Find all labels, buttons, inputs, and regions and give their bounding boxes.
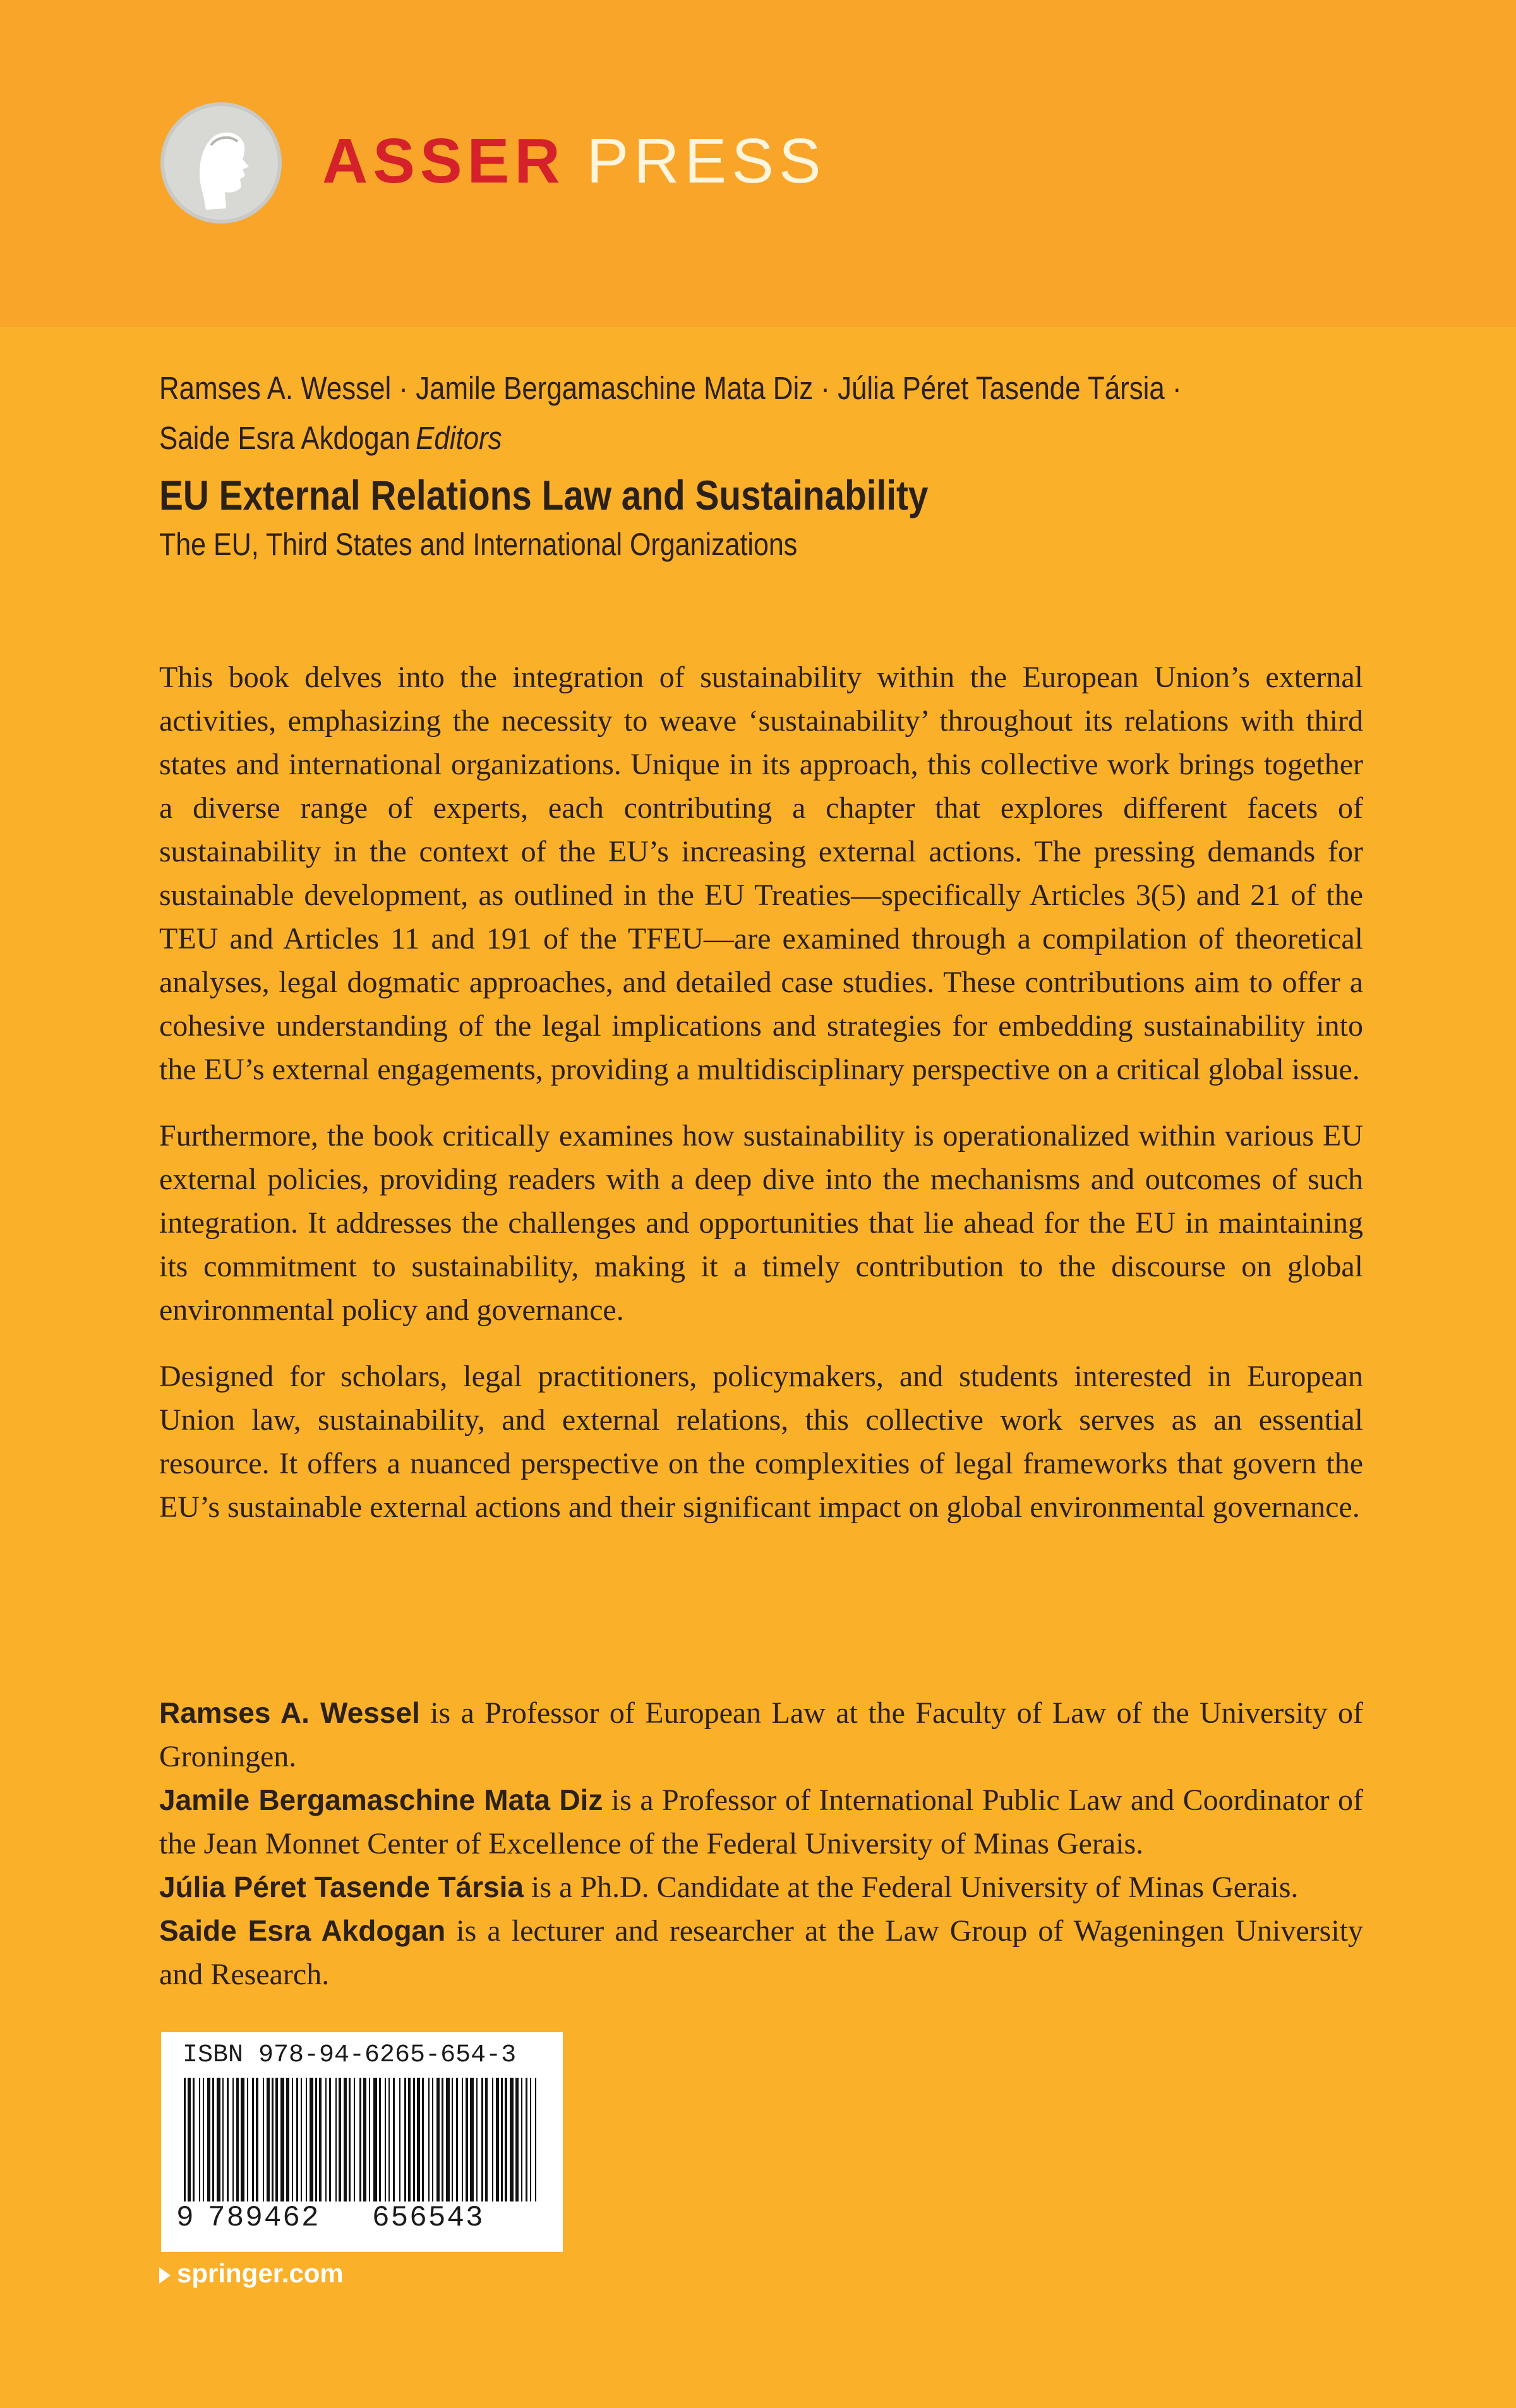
barcode-bar <box>428 2078 430 2201</box>
barcode-bar <box>515 2078 519 2201</box>
book-subtitle: The EU, Third States and International Organizations <box>159 527 798 562</box>
barcode-bar <box>301 2078 302 2201</box>
bio-name: Jamile Bergamaschine Mata Diz <box>159 1783 603 1816</box>
barcode-bar <box>417 2078 420 2201</box>
barcode-bar <box>393 2078 395 2201</box>
barcode-bar <box>263 2078 264 2201</box>
barcode-bar <box>232 2078 234 2201</box>
isbn-label: ISBN 978-94-6265-654-3 <box>183 2041 517 2070</box>
bio-4 <box>159 1909 1363 1996</box>
barcode-bar <box>193 2078 195 2201</box>
barcode-bar <box>247 2078 248 2201</box>
barcode-bar <box>354 2078 355 2201</box>
barcode-bar <box>319 2078 322 2201</box>
barcode-bar <box>462 2078 463 2201</box>
barcode-bar <box>388 2078 390 2201</box>
triangle-arrow-icon <box>159 2267 171 2284</box>
publisher-name <box>322 126 826 196</box>
barcode-bar <box>344 2078 347 2201</box>
barcode-bar <box>349 2078 351 2201</box>
barcode-bar <box>466 2078 468 2201</box>
publisher-name-part2: PRESS <box>586 126 826 196</box>
barcode-bar <box>404 2078 406 2201</box>
barcode-bar <box>373 2078 377 2201</box>
editor-last-name: Saide Esra Akdogan <box>159 420 411 456</box>
bio-text: is a lecturer and researcher at the Law Group of Wageningen University and Research. <box>159 1914 1363 1991</box>
barcode-bar <box>241 2078 244 2201</box>
barcode-bar <box>452 2078 453 2201</box>
barcode-bar <box>310 2078 313 2201</box>
barcode-bar <box>329 2078 331 2201</box>
barcode-bar <box>442 2078 443 2201</box>
springer-link[interactable] <box>159 2258 344 2289</box>
barcode-bar <box>526 2078 527 2201</box>
springer-link-text: springer.com <box>177 2258 344 2288</box>
barcode-digits-right: 656543 <box>372 2201 484 2234</box>
barcode-bar <box>535 2078 536 2201</box>
barcode-bar <box>496 2078 499 2201</box>
editors-line1: Ramses A. Wessel · Jamile Bergamaschine Mata Diz · Júlia Péret Tasende Társia · <box>159 370 1182 406</box>
barcode-bar <box>325 2078 327 2201</box>
book-title: EU External Relations Law and Sustainability <box>159 472 929 518</box>
bio-2 <box>159 1778 1363 1866</box>
barcode-bar <box>470 2078 474 2201</box>
blurb-paragraph-3: Designed for scholars, legal practitioners, policymakers, and students interested in European Union law, sustainability, and external relations, this collective work serves as an essential resource. It offers a nuanced perspective on the complexities of legal frameworks that govern the EU’s sustainable external actions and their significant impact on global environmental governance. <box>159 1360 1363 1524</box>
barcode-bar <box>339 2078 341 2201</box>
barcode-bar <box>521 2078 522 2201</box>
portrait-silhouette-logo <box>159 101 283 225</box>
barcode-bar <box>280 2078 284 2201</box>
barcode-bar <box>217 2078 220 2201</box>
editors-role: Editors <box>416 420 502 456</box>
barcode-bar <box>272 2078 274 2201</box>
barcode-bar <box>315 2078 317 2201</box>
barcode-bar <box>199 2078 200 2201</box>
barcode-bar <box>267 2078 270 2201</box>
barcode-bar <box>286 2078 289 2201</box>
barcode-bar <box>359 2078 361 2201</box>
barcode-bar <box>501 2078 503 2201</box>
barcode-digits-left: 789462 <box>208 2201 320 2234</box>
bio-text: is a Professor of European Law at the Faculty of Law of the University of Groningen. <box>159 1696 1363 1773</box>
barcode-bar <box>236 2078 239 2201</box>
barcode-bar <box>530 2078 531 2201</box>
book-header <box>159 363 1359 565</box>
barcode-bar <box>207 2078 210 2201</box>
barcode-bar <box>385 2078 386 2201</box>
barcode-bar <box>422 2078 424 2201</box>
barcode-digit-first: 9 <box>176 2201 194 2234</box>
barcode-bar <box>436 2078 440 2201</box>
bio-3 <box>159 1866 1363 1909</box>
bio-text: is a Professor of International Public Law and Coordinator of the Jean Monnet Center of Excellence of the Federal University of Minas Gerais. <box>159 1783 1364 1860</box>
barcode-bar <box>456 2078 458 2201</box>
barcode-bar <box>363 2078 366 2201</box>
barcode-bar <box>212 2078 214 2201</box>
bio-text: is a Ph.D. Candidate at the Federal University of Minas Gerais. <box>523 1871 1299 1904</box>
editors-line2 <box>159 413 1354 463</box>
bio-name: Saide Esra Akdogan <box>159 1914 446 1947</box>
barcode-bar <box>222 2078 224 2201</box>
barcode-bar <box>227 2078 229 2201</box>
barcode-bar <box>492 2078 493 2201</box>
barcode-bar <box>408 2078 411 2201</box>
barcode-bar <box>335 2078 337 2201</box>
barcode-bar <box>203 2078 204 2201</box>
barcode-bar <box>399 2078 400 2201</box>
publisher-name-part1: ASSER <box>322 126 565 196</box>
barcode-bar <box>510 2078 514 2201</box>
bio-name: Júlia Péret Tasende Társia <box>159 1871 524 1903</box>
bio-1 <box>159 1691 1363 1778</box>
barcode-bar <box>476 2078 478 2201</box>
isbn-barcode <box>161 2032 563 2252</box>
barcode-bar <box>292 2078 293 2201</box>
editor-bios <box>159 1691 1363 1996</box>
barcode-bar <box>432 2078 433 2201</box>
barcode-bar <box>485 2078 488 2201</box>
barcode-bar <box>369 2078 370 2201</box>
barcode-bar <box>481 2078 483 2201</box>
barcode-bar <box>379 2078 381 2201</box>
blurb-paragraph-2: Furthermore, the book critically examines how sustainability is operationalized within various EU external policies, providing readers with a deep dive into the mechanisms and outcomes of such integration. It addresses the challenges and opportunities that lie ahead for the EU in maintaining its commitment to sustainability, making it a timely contribution to the discourse on global environmental policy and governance. <box>159 1119 1363 1327</box>
barcode-bar <box>252 2078 254 2201</box>
barcode-bar <box>306 2078 307 2201</box>
bio-name: Ramses A. Wessel <box>159 1696 420 1729</box>
blurb <box>159 656 1363 1552</box>
barcode-bar <box>256 2078 258 2201</box>
barcode-bar <box>275 2078 278 2201</box>
blurb-paragraph-1: This book delves into the integration of sustainability within the European Union’s external activities, emphasizing the necessity to weave ‘sustainability’ throughout its relations with third states and international organizations. Unique in its approach, this collective work brings together a diverse range of experts, each contributing a chapter that explores different facets of sustainability in the context of the EU’s increasing external actions. The pressing demands for sustainable development, as outlined in the EU Treaties—specifically Articles 3(5) and 21 of the TEU and Articles 11 and 191 of the TFEU—are examined through a compilation of theoretical analyses, legal dogmatic approaches, and detailed case studies. These contributions aim to offer a cohesive understanding of the legal implications and strategies for embedding sustainability into the EU’s external engagements, providing a multidisciplinary perspective on a critical global issue. <box>159 661 1363 1086</box>
barcode-bar <box>413 2078 415 2201</box>
barcode-bar <box>446 2078 450 2201</box>
barcode-bar <box>505 2078 507 2201</box>
